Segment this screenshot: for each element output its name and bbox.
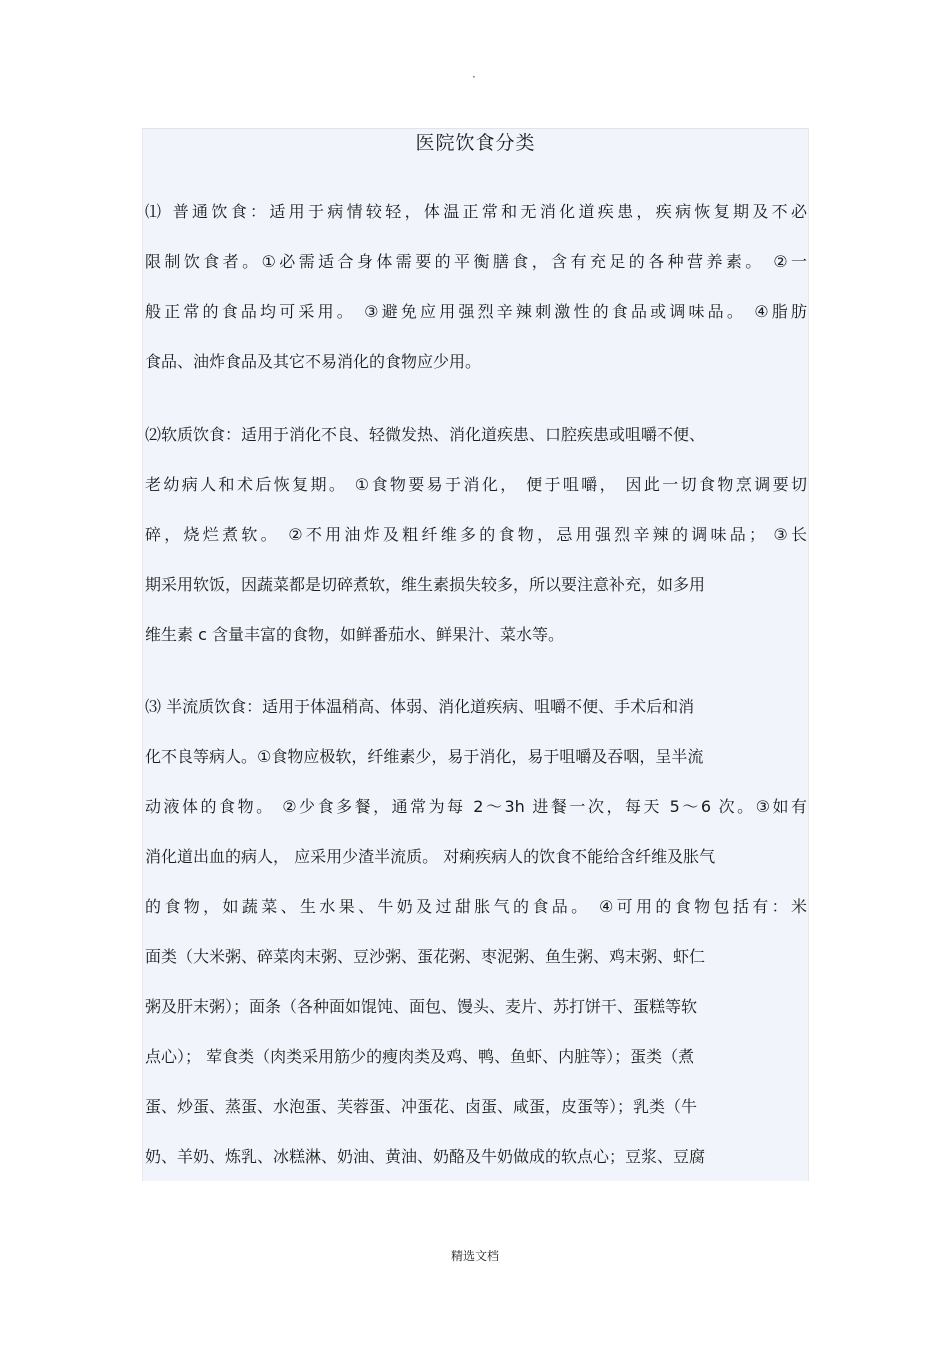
text-line-10: ⑶ 半流质饮食：适用于体温稍高、体弱、消化道疾病、咀嚼不便、手术后和消 [145, 697, 695, 716]
text-line-15: 面类（大米粥、碎菜肉末粥、豆沙粥、蛋花粥、枣泥粥、鱼生粥、鸡末粥、虾仁 [145, 947, 706, 966]
text-line-14: 的食物，如蔬菜、生水果、牛奶及过甜胀气的食品。 ④可用的食物包括有：米 [145, 897, 807, 916]
text-line-4: 食品、油炸食品及其它不易消化的食物应少用。 [145, 352, 482, 371]
page-title: 医院饮食分类 [415, 132, 536, 154]
text-line-13: 消化道出血的病人， 应采用少渣半流质。 对痢疾病人的饮食不能给含纤维及胀气 [145, 847, 716, 866]
text-line-12: 动液体的食物。 ②少食多餐，通常为每 2～3h 进餐一次，每天 5～6 次。③如有 [145, 797, 807, 816]
text-line-7: 碎，烧烂煮软。 ②不用油炸及粗纤维多的食物，忌用强烈辛辣的调味品； ③长 [145, 525, 807, 544]
document-body [142, 128, 809, 1181]
text-line-1: ⑴ 普通饮食：适用于病情较轻，体温正常和无消化道疾患，疾病恢复期及不必 [145, 202, 807, 221]
text-line-9: 维生素 c 含量丰富的食物，如鲜番茄水、鲜果汁、菜水等。 [145, 625, 564, 644]
text-line-18: 蛋、炒蛋、蒸蛋、水泡蛋、芙蓉蛋、冲蛋花、卤蛋、咸蛋，皮蛋等）；乳类（牛 [145, 1097, 698, 1116]
header-dot: · [472, 70, 476, 84]
text-line-8: 期采用软饭，因蔬菜都是切碎煮软，维生素损失较多，所以要注意补充，如多用 [145, 575, 706, 594]
text-line-19: 奶、羊奶、炼乳、冰糕淋、奶油、黄油、奶酪及牛奶做成的软点心；豆浆、豆腐 [145, 1147, 706, 1166]
text-line-3: 般正常的食品均可采用。 ③避免应用强烈辛辣刺激性的食品或调味品。 ④脂肪 [145, 302, 807, 321]
text-line-16: 粥及肝末粥）；面条（各种面如馄饨、面包、馒头、麦片、苏打饼干、蛋糕等软 [145, 997, 698, 1016]
text-line-17: 点心）； 荤食类（肉类采用筋少的瘦肉类及鸡、鸭、鱼虾、内脏等）；蛋类（煮 [145, 1047, 695, 1066]
text-line-11: 化不良等病人。①食物应极软，纤维素少，易于消化，易于咀嚼及吞咽，呈半流 [145, 747, 704, 766]
text-line-5: ⑵软质饮食：适用于消化不良、轻微发热、消化道疾患、口腔疾患或咀嚼不便、 [145, 425, 706, 444]
page-footer: 精选文档 [450, 1249, 499, 1263]
text-line-2: 限制饮食者。①必需适合身体需要的平衡膳食，含有充足的各种营养素。 ②一 [145, 252, 807, 271]
text-line-6: 老幼病人和术后恢复期。 ①食物要易于消化， 便于咀嚼， 因此一切食物烹调要切 [145, 475, 807, 494]
